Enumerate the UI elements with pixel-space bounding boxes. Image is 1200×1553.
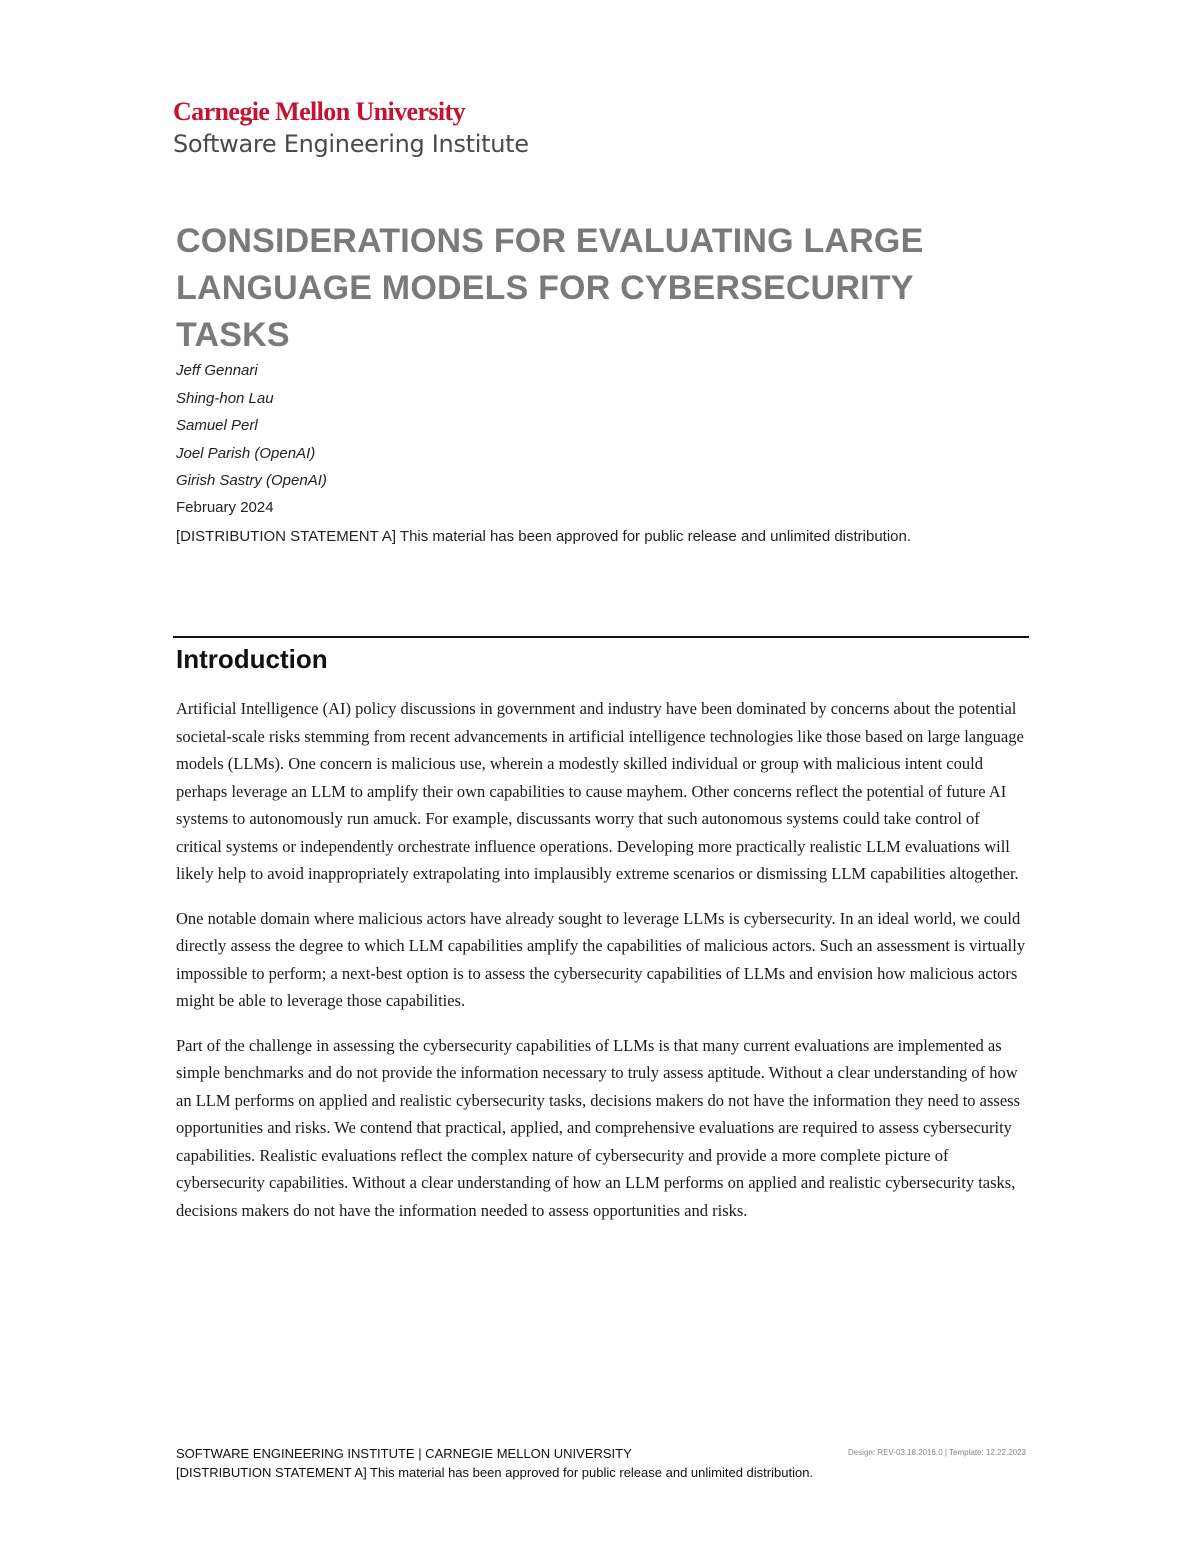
cmu-wordmark: Carnegie Mellon University — [173, 97, 466, 126]
publication-date: February 2024 — [176, 499, 274, 516]
cmu-sei-logo — [173, 98, 529, 159]
footer-distribution: [DISTRIBUTION STATEMENT A] This material has been approved for public release and unlimited distribution. — [176, 1465, 814, 1480]
author-name: Girish Sastry (OpenAI) — [176, 472, 327, 489]
author-name: Jeff Gennari — [176, 362, 258, 379]
body-paragraph: One notable domain where malicious actors have already sought to leverage LLMs is cybersecurity. In an ideal world, we could directly assess the degree to which LLM capabilities amplify the capabilities of malicious actors. Such an assessment is virtually impossible to perform; a next-best option is to assess the cybersecurity capabilities of LLMs and envision how malicious actors might be able to leverage those capabilities. — [176, 908, 1026, 1010]
section-body — [176, 695, 1026, 1241]
distribution-statement: [DISTRIBUTION STATEMENT A] This material has been approved for public release and unlimited distribution. — [176, 528, 912, 545]
body-paragraph: Part of the challenge in assessing the cybersecurity capabilities of LLMs is that many current evaluations are implemented as simple benchmarks and do not provide the information necessary to truly assess aptitude. Without a clear understanding of how an LLM performs on applied and realistic cybersecurity tasks, decisions makers do not have the information they need to assess opportunities and risks. We contend that practical, applied, and comprehensive evaluations are required to assess cybersecurity capabilities. Realistic evaluations reflect the complex nature of cybersecurity and provide a more complete picture of cybersecurity capabilities. Without a clear understanding of how an LLM performs on applied and realistic cybersecurity tasks, decisions makers do not have the information needed to assess opportunities and risks. — [176, 1035, 1021, 1220]
body-paragraph: Artificial Intelligence (AI) policy discussions in government and industry have been dominated by concerns about the potential societal-scale risks stemming from recent advancements in artificial intelligence technologies like those based on large language models (LLMs). One concern is malicious use, wherein a modestly skilled individual or group with malicious intent could perhaps leverage an LLM to amplify their own capabilities to cause mayhem. Other concerns reflect the potential of future AI systems to autonomously run amuck. For example, discussants worry that such autonomous systems could take control of critical systems or independently orchestrate influence operations. Developing more practically realistic LLM evaluations will likely help to avoid inappropriately extrapolating into implausibly extreme scenarios or dismissing LLM capabilities altogether. — [176, 699, 1024, 883]
section-heading: Introduction — [176, 644, 328, 674]
author-name: Joel Parish (OpenAI) — [176, 444, 316, 462]
section-divider — [173, 636, 1029, 638]
author-name: Shing-hon Lau — [176, 389, 274, 407]
page-footer — [176, 1444, 1026, 1482]
footer-org-line: SOFTWARE ENGINEERING INSTITUTE | CARNEGIE MELLON UNIVERSITY — [176, 1446, 632, 1461]
author-list — [176, 360, 327, 498]
document-title: CONSIDERATIONS FOR EVALUATING LARGE LANGUAGE MODELS FOR CYBERSECURITY TASKS — [176, 222, 924, 354]
footer-design-note: Design: REV-03.18.2016.0 | Template: 12.22.2023 — [847, 1448, 1026, 1457]
author-name: Samuel Perl — [176, 417, 258, 434]
sei-wordmark: Software Engineering Institute — [173, 130, 529, 158]
